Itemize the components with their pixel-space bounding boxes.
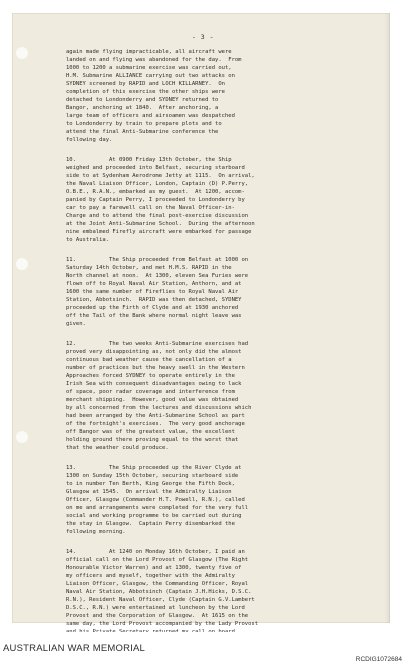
text-line: 1600 the same number of Fireflies to Royal Naval Air (66, 289, 239, 295)
text-line: Approaches forced SYDNEY to operate entirely in the (66, 373, 235, 379)
text-line: attend the final Anti-Submarine conference the (66, 129, 219, 135)
text-line: off the Tail of the Bank where normal night leave was (66, 313, 242, 319)
text-line: off Bangor was of the greatest value, the excellent (66, 429, 235, 435)
paragraph (66, 256, 366, 328)
text-line: merchant shipping. However, good value was obtained (66, 397, 239, 403)
page-number: - 3 - (191, 33, 215, 41)
text-line: the stay in Glasgow. Captain Perry disembarked the (66, 521, 235, 527)
document-body (66, 48, 366, 648)
text-line: Glasgow at 1545. On arrival the Admiralty Liaison (66, 489, 232, 495)
paragraph (66, 548, 366, 636)
text-line: my officers and myself, together with the Admiralty (66, 573, 235, 579)
paragraph (66, 340, 366, 452)
text-line: Naval Air Station, Abbotsinch (Captain J.H.Hicks, D.S.C. (66, 589, 252, 595)
text-line: to Australia. (66, 237, 110, 243)
text-line: of space, poor radar coverage and interference from (66, 389, 235, 395)
paragraph (66, 48, 366, 144)
text-line: North channel at noon. At 1300, eleven Sea Furies were (66, 273, 249, 279)
text-line: the Naval Liaison Officer, London, Captain (D) P.Perry, (66, 181, 249, 187)
text-line: following morning. (66, 529, 126, 535)
text-line: large team of officers and airsoamen was despatched (66, 113, 235, 119)
text-line: 1000 to 1200 a submarine exercise was carried out, (66, 65, 232, 71)
paragraph (66, 464, 366, 536)
text-line: proved very disappointing as, not only did the almost (66, 349, 242, 355)
text-line: weighed and proceeded into Belfast, securing starboard (66, 165, 245, 171)
text-line: to in number Ten Berth, King George the Fifth Dock, (66, 481, 235, 487)
text-line: 1300 on Sunday 15th October, securing starboard side (66, 473, 239, 479)
text-line: by all concerned from the lectures and discussions which (66, 405, 252, 411)
text-line: official call on the Lord Provost of Glasgow (The Right (66, 557, 249, 563)
text-line: side to at Sydenham Aerodrome Jetty at 1115. On arrival, (66, 173, 255, 179)
institution-name: AUSTRALIAN WAR MEMORIAL (3, 643, 146, 654)
text-line: holding ground there proving equal to the worst that (66, 437, 239, 443)
text-line: Charge and to attend the final post-exercise discussion (66, 213, 249, 219)
text-line: following day. (66, 137, 113, 143)
text-line: H.M. Submarine ALLIANCE carrying out two attacks on (66, 73, 235, 79)
text-line: car to pay a farewell call on the Naval Officer-in- (66, 205, 235, 211)
text-line: number of practices but the heavy swell in the Western (66, 365, 245, 371)
text-line: landed on and flying was abandoned for the day. From (66, 57, 242, 63)
text-line: proceeded up the Firth of Clyde and at 1930 anchored (66, 305, 239, 311)
archive-footer (0, 632, 406, 666)
text-line: O.B.E., R.A.N., embarked as my guest. At 1200, accom- (66, 189, 245, 195)
text-line: 12. The two weeks Anti-Submarine exercises had (66, 341, 249, 347)
text-line: on me and arrangements were completed for the very full (66, 505, 249, 511)
text-line: social and working programme to be carried out during (66, 513, 242, 519)
text-line: Station, Abbotsinch. RAPID was then detached, SYDNEY (66, 297, 242, 303)
text-line: flown off to Royal Naval Air Station, Anthorn, and at (66, 281, 242, 287)
punch-hole (16, 431, 28, 443)
text-line: again made flying impracticable, all aircraft were (66, 49, 232, 55)
text-line: continuous bad weather cause the cancellation of a (66, 357, 232, 363)
text-line: R.N.), Resident Naval Officer, Clyde (Captain G.V.Lambert (66, 597, 255, 603)
text-line: that the weather could produce. (66, 445, 169, 451)
punch-hole (16, 47, 28, 59)
text-line: Irish Sea with consequent disadvantages owing to lack (66, 381, 242, 387)
text-line: Bangor, anchoring at 1840. After anchoring, a (66, 105, 219, 111)
text-line: 14. At 1240 on Monday 16th October, I paid an (66, 549, 245, 555)
text-line: given. (66, 321, 86, 327)
punch-hole (16, 258, 28, 270)
text-line: 10. At 0900 Friday 13th October, the Ship (66, 157, 232, 163)
text-line: Provost and the Corporation of Glasgow. At 1615 on the (66, 613, 249, 619)
text-line: completion of this exercise the other ships were (66, 89, 225, 95)
paragraph (66, 156, 366, 244)
text-line: D.S.C., R.N.) were entertained at luncheon by the Lord (66, 605, 245, 611)
text-line: Officer, Glasgow (Commander H.T. Powell, R.N.), called (66, 497, 245, 503)
text-line: nine embalmed Firefly aircraft were embarked for passage (66, 229, 252, 235)
text-line: detached to Londonderry and SYDNEY returned to (66, 97, 219, 103)
text-line: 13. The Ship proceeded up the River Clyde at (66, 465, 242, 471)
text-line: to Londonderry by train to prepare plots and to (66, 121, 222, 127)
text-line: Saturday 14th October, and met H.M.S. RAPID in the (66, 265, 232, 271)
text-line: SYDNEY screened by RAPID and LOCH KILLARNEY. On (66, 81, 225, 87)
text-line: Honourable Victor Warren) and at 1300, twenty five of (66, 565, 242, 571)
text-line: same day, the Lord Provost accompanied by the Lady Provost (66, 621, 259, 627)
text-line: panied by Captain Perry, I proceeded to Londonderry by (66, 197, 245, 203)
text-line: of the fortnight's exercises. The very good anchorage (66, 421, 245, 427)
document-reference: RCDIG1072684 (355, 656, 402, 663)
text-line: at the Joint Anti-Submarine School. During the afternoon (66, 221, 255, 227)
text-line: Liaison Officer, Glasgow, the Commanding Officer, Royal (66, 581, 249, 587)
text-line: had been arranged by the Anti-Submarine School as part (66, 413, 245, 419)
text-line: 11. The Ship proceeded from Belfast at 1000 on (66, 257, 249, 263)
